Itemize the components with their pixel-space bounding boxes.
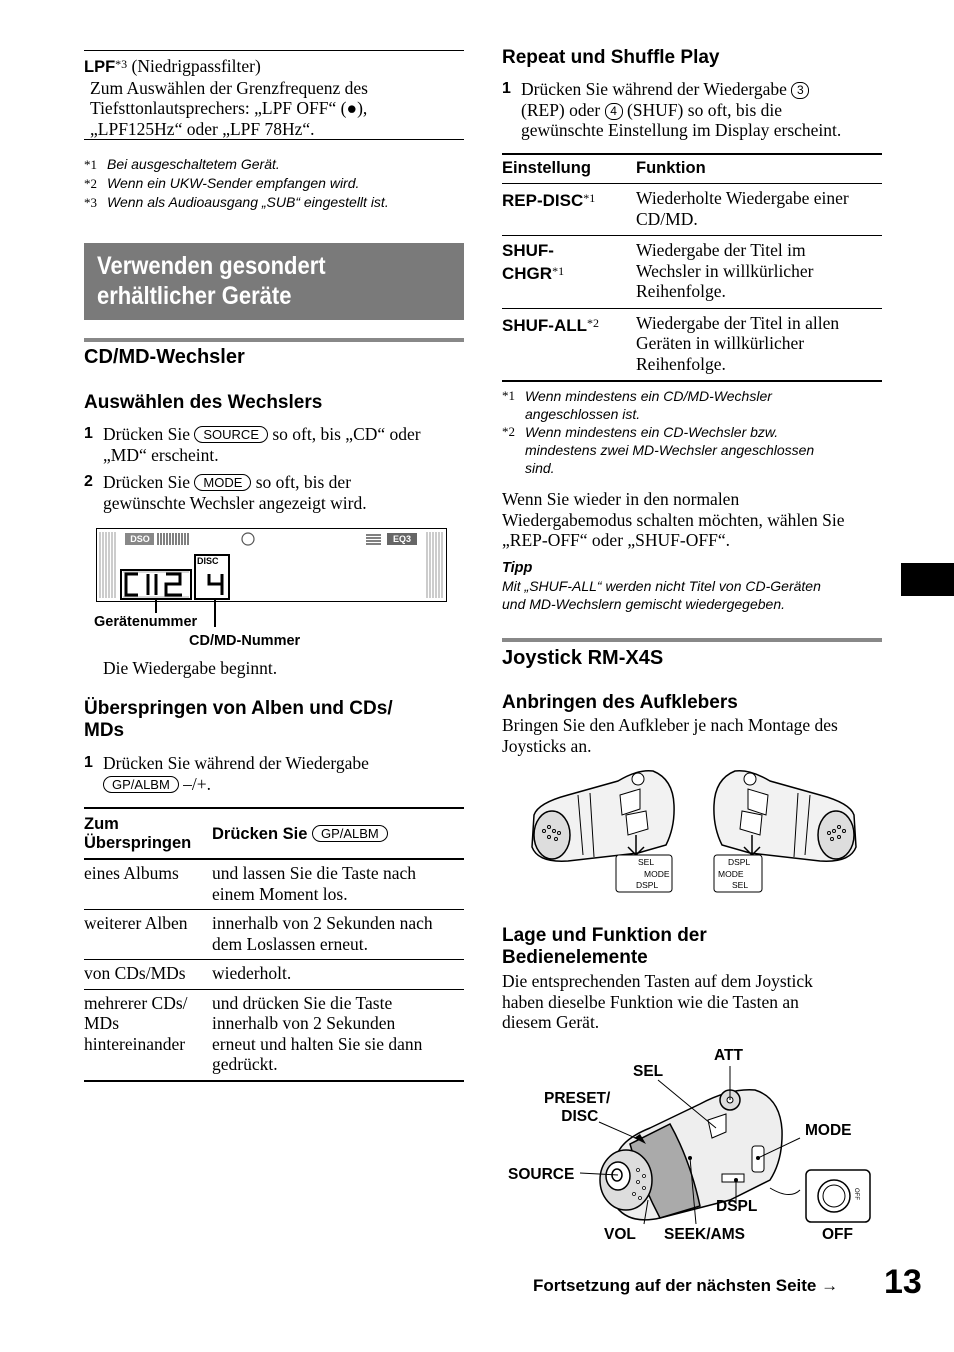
tipp-title: Tipp (502, 560, 533, 576)
auswaehlen-heading: Auswählen des Wechslers (84, 392, 323, 413)
label-sel: SEL (633, 1063, 664, 1080)
callout-line-cdmd (214, 600, 216, 627)
dso-indicator: DSO (130, 534, 150, 544)
aufkleber-text: Bringen Sie den Aufkleber je nach Montage des Joysticks an. (502, 715, 838, 756)
table-row: von CDs/MDs wiederholt. (84, 963, 292, 983)
aufkleber-heading: Anbringen des Aufklebers (502, 692, 738, 713)
key-4-button: 4 (605, 103, 623, 120)
label-vol: VOL (604, 1226, 636, 1243)
normal-mode-text: Wenn Sie wieder in den normalen Wiedergabemodus schalten möchten, wählen Sie „REP-OFF“ oder „SHUF-OFF“. (502, 489, 845, 550)
label-off: OFF (822, 1226, 853, 1243)
ueberspringen-heading: Überspringen von Alben und CDs/ MDs (84, 698, 393, 741)
repeat-step: 1 Drücken Sie während der Wiedergabe 3 (REP) oder 4 (SHUF) so oft, bis die gewünschte Einstellung im Display erscheint. (502, 79, 842, 140)
footnote: *1 Bei ausgeschaltetem Gerät. (84, 156, 280, 172)
label-mode: MODE (805, 1122, 852, 1139)
tipp-box: Tipp Mit „SHUF-ALL“ werden nicht Titel von CD-Geräten und MD-Wechslern gemischt wiedergegeben. (502, 559, 892, 613)
footnote: *1 Wenn mindestens ein CD/MD-Wechsler angeschlossen ist. (502, 388, 772, 422)
skip-table (84, 807, 464, 1082)
lpf-rule (84, 139, 464, 140)
lpf-body-line: Tiefsttonlautsprechers: „LPF OFF“ (●), (90, 98, 368, 118)
top-rule (84, 50, 464, 51)
side-tab-marker (901, 563, 954, 596)
footer-continue: Fortsetzung auf der nächsten Seite → (533, 1276, 839, 1295)
label-source: SOURCE (508, 1166, 575, 1183)
eq3-indicator: EQ3 (392, 534, 411, 544)
page-number: 13 (884, 1263, 922, 1301)
cdmd-rule (84, 338, 464, 342)
disc-indicator: DISC (197, 556, 219, 566)
cdmd-heading: CD/MD-Wechsler (84, 346, 245, 368)
step-1: 1 Drücken Sie SOURCE so oft, bis „CD“ oder „MD“ erscheint. (84, 424, 421, 465)
arrow-right-icon: → (821, 1276, 839, 1295)
sticker-illustration (528, 765, 860, 895)
off-small-label: OFF (853, 1188, 859, 1200)
section-title-banner (84, 243, 464, 320)
rep-table (502, 153, 882, 382)
table-row: weiterer Alben innerhalb von 2 Sekunden nach dem Loslassen erneut. (84, 913, 433, 954)
lage-text: Die entsprechenden Tasten auf dem Joystick haben dieselbe Funktion wie die Tasten an diesem Gerät. (502, 971, 813, 1032)
callout-line-geraet (155, 600, 157, 613)
footnote: *2 Wenn ein UKW-Sender empfangen wird. (84, 175, 360, 191)
label-att: ATT (714, 1047, 743, 1064)
joystick-rule (502, 638, 882, 642)
lpf-entry (84, 54, 469, 139)
key-3-button: 3 (791, 82, 809, 99)
footnote: *3 Wenn als Audioausgang „SUB“ eingestellt ist. (84, 194, 389, 210)
right-footnotes (502, 387, 892, 477)
table-row: SHUF-ALL$^{*2}$ Wiedergabe der Titel in allen Geräten in willkürlicher Reihenfolge. (502, 312, 840, 374)
left-footnotes (84, 155, 474, 212)
label-geraetenummer: Gerätenummer (94, 614, 198, 630)
label-seek-ams: SEEK/AMS (664, 1226, 745, 1243)
gp-albm-button: GP/ALBM (103, 776, 179, 793)
sticker-left-labels: SEL MODE DSPL (636, 857, 670, 890)
lpf-body-line: Zum Auswählen der Grenzfrequenz des (90, 77, 368, 98)
table-row: REP-DISC$^{*1}$ Wiederholte Wiedergabe einer CD/MD. (502, 188, 849, 229)
lage-heading: Lage und Funktion der Bedienelemente (502, 925, 707, 968)
label-dspl: DSPL (716, 1198, 758, 1215)
label-cdmd-nummer: CD/MD-Nummer (189, 633, 301, 649)
step-2: 2 Drücken Sie MODE so oft, bis der gewünschte Wechsler angezeigt wird. (84, 472, 367, 513)
repeat-heading: Repeat und Shuffle Play (502, 47, 720, 68)
section-title-line: erhältlicher Geräte (97, 281, 292, 310)
table-row: SHUF- CHGR$^{*1}$ Wiedergabe der Titel im Wechsler in willkürlicher Reihenfolge. (502, 240, 814, 301)
joystick-svg (500, 1040, 890, 1250)
lpf-desc: (Niedrigpassfilter) (127, 56, 261, 76)
lpf-body-line: „LPF125Hz“ oder „LPF 78Hz“. (90, 118, 315, 139)
table-row: mehrerer CDs/ MDs hintereinander und drücken Sie die Taste innerhalb von 2 Sekunden erneut und halten Sie sie dann gedrückt. (84, 992, 423, 1074)
source-button: SOURCE (194, 426, 268, 443)
skip-table-header: Zum Überspringen Drücken Sie GP/ALBM (84, 809, 464, 858)
joystick-heading: Joystick RM-X4S (502, 647, 664, 669)
rep-table-header: Einstellung Funktion (502, 159, 706, 177)
footnote: *2 Wenn mindestens ein CD-Wechsler bzw. mindestens zwei MD-Wechsler angeschlossen sind. (502, 424, 815, 476)
display-illustration (96, 528, 447, 602)
mode-button: MODE (194, 474, 251, 491)
skip-step: 1 Drücken Sie während der Wiedergabe GP/ALBM –/+. (84, 753, 369, 794)
gp-albm-button-header: GP/ALBM (312, 825, 388, 842)
table-row: eines Albums und lassen Sie die Taste nach einem Moment los. (84, 863, 417, 904)
wiedergabe-text: Die Wiedergabe beginnt. (103, 658, 278, 678)
joystick-diagram (500, 1040, 890, 1250)
sticker-svg (528, 765, 860, 895)
lpf-mark: *3 (115, 57, 128, 71)
label-preset-disc: PRESET/ DISC (544, 1090, 611, 1125)
lpf-term: LPF (84, 58, 116, 76)
sticker-right-labels: DSPL MODE SEL (718, 857, 751, 890)
section-title-line: Verwenden gesondert (97, 252, 326, 280)
